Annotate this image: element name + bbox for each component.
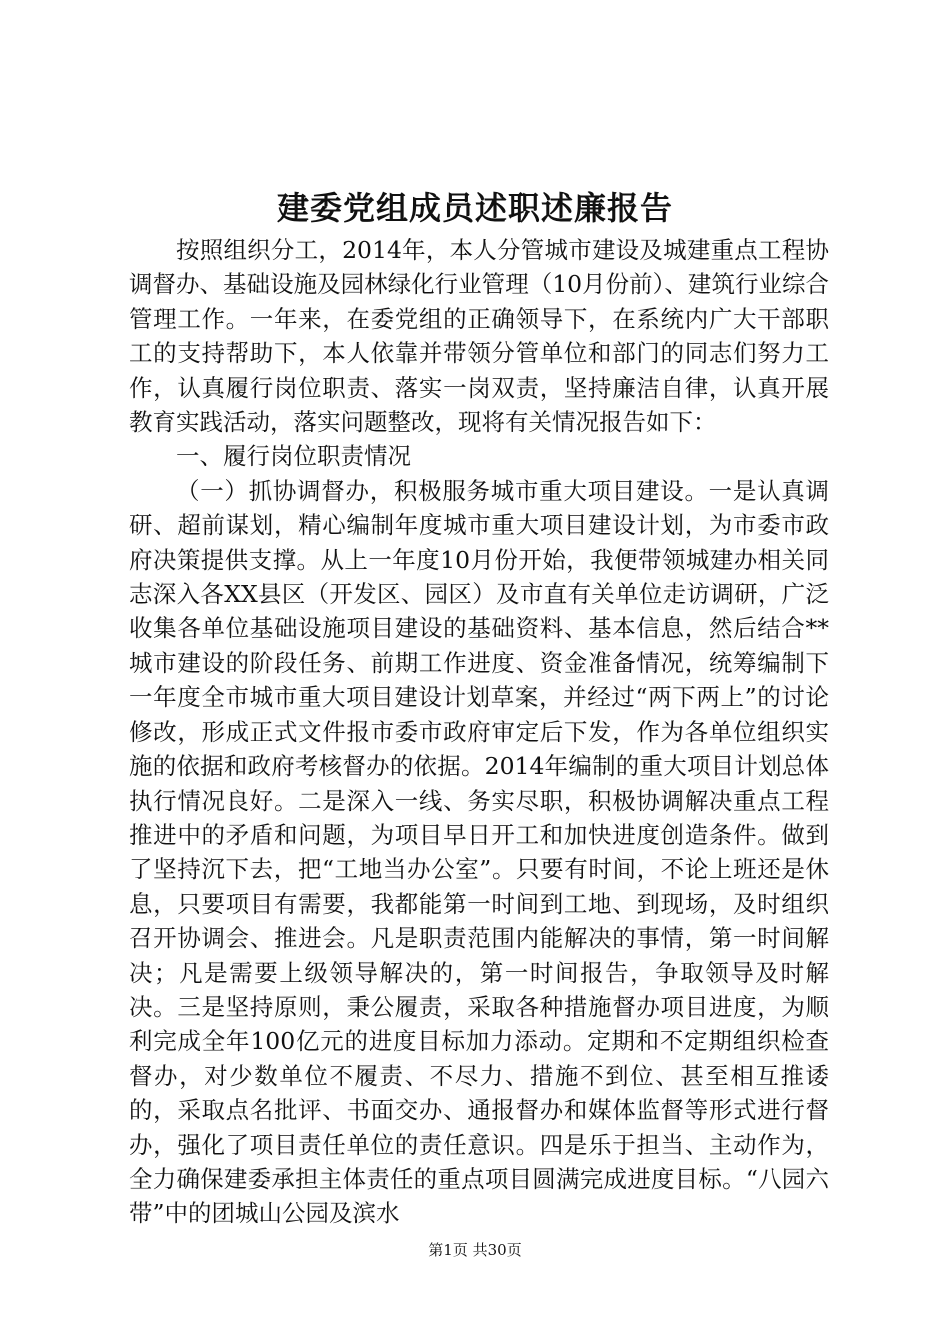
document-title: 建委党组成员述职述廉报告 bbox=[276, 189, 673, 227]
paragraph-section-1-1: （一）抓协调督办，积极服务城市重大项目建设。一是认真调研、超前谋划，精心编制年度城市重大项目建设计划，为市委市政府决策提供支撑。从上一年度10月份开始，我便带领城建办相关同志深入各XX县区（开发区、园区）及市直有关单位走访调研，广泛收集各单位基础设施项目建设的基础资料、基本信息，然后结合**城市建设的阶段任务、前期工作进度、资金准备情况，统筹编制下一年度全市城市重大项目建设计划草案，并经过“两下两上”的讨论修改，形成正式文件报市委市政府审定后下发，作为各单位组织实施的依据和政府考核督办的依据。2014年编制的重大项目计划总体执行情况良好。二是深入一线、务实尽职，积极协调解决重点工程推进中的矛盾和问题，为项目早日开工和加快进度创造条件。做到了坚持沉下去，把“工地当办公室”。只要有时间，不论上班还是休息，只要项目有需要，我都能第一时间到工地、到现场，及时组织召开协调会、推进会。凡是职责范围内能解决的事情，第一时间解决；凡是需要上级领导解决的，第一时间报告，争取领导及时解决。三是坚持原则，秉公履责，采取各种措施督办项目进度，为顺利完成全年100亿元的进度目标加力添动。定期和不定期组织检查督办，对少数单位不履责、不尽力、措施不到位、甚至相互推诿的，采取点名批评、书面交办、通报督办和媒体监督等形式进行督办，强化了项目责任单位的责任意识。四是乐于担当、主动作为，全力确保建委承担主体责任的重点项目圆满完成进度目标。“八园六带”中的团城山公园及滨水 bbox=[129, 476, 829, 1228]
section-heading-1: 一、履行岗位职责情况 bbox=[176, 442, 411, 471]
page-number: 第1页 共30页 bbox=[428, 1241, 522, 1259]
document-body bbox=[129, 233, 829, 1231]
paragraph-intro: 按照组织分工，2014年，本人分管城市建设及城建重点工程协调督办、基础设施及园林绿化行业管理（10月份前）、建筑行业综合管理工作。一年来，在委党组的正确领导下，在系统内广大干部职工的支持帮助下，本人依靠并带领分管单位和部门的同志们努力工作，认真履行岗位职责、落实一岗双责，坚持廉洁自律，认真开展教育实践活动，落实问题整改，现将有关情况报告如下： bbox=[129, 236, 829, 437]
